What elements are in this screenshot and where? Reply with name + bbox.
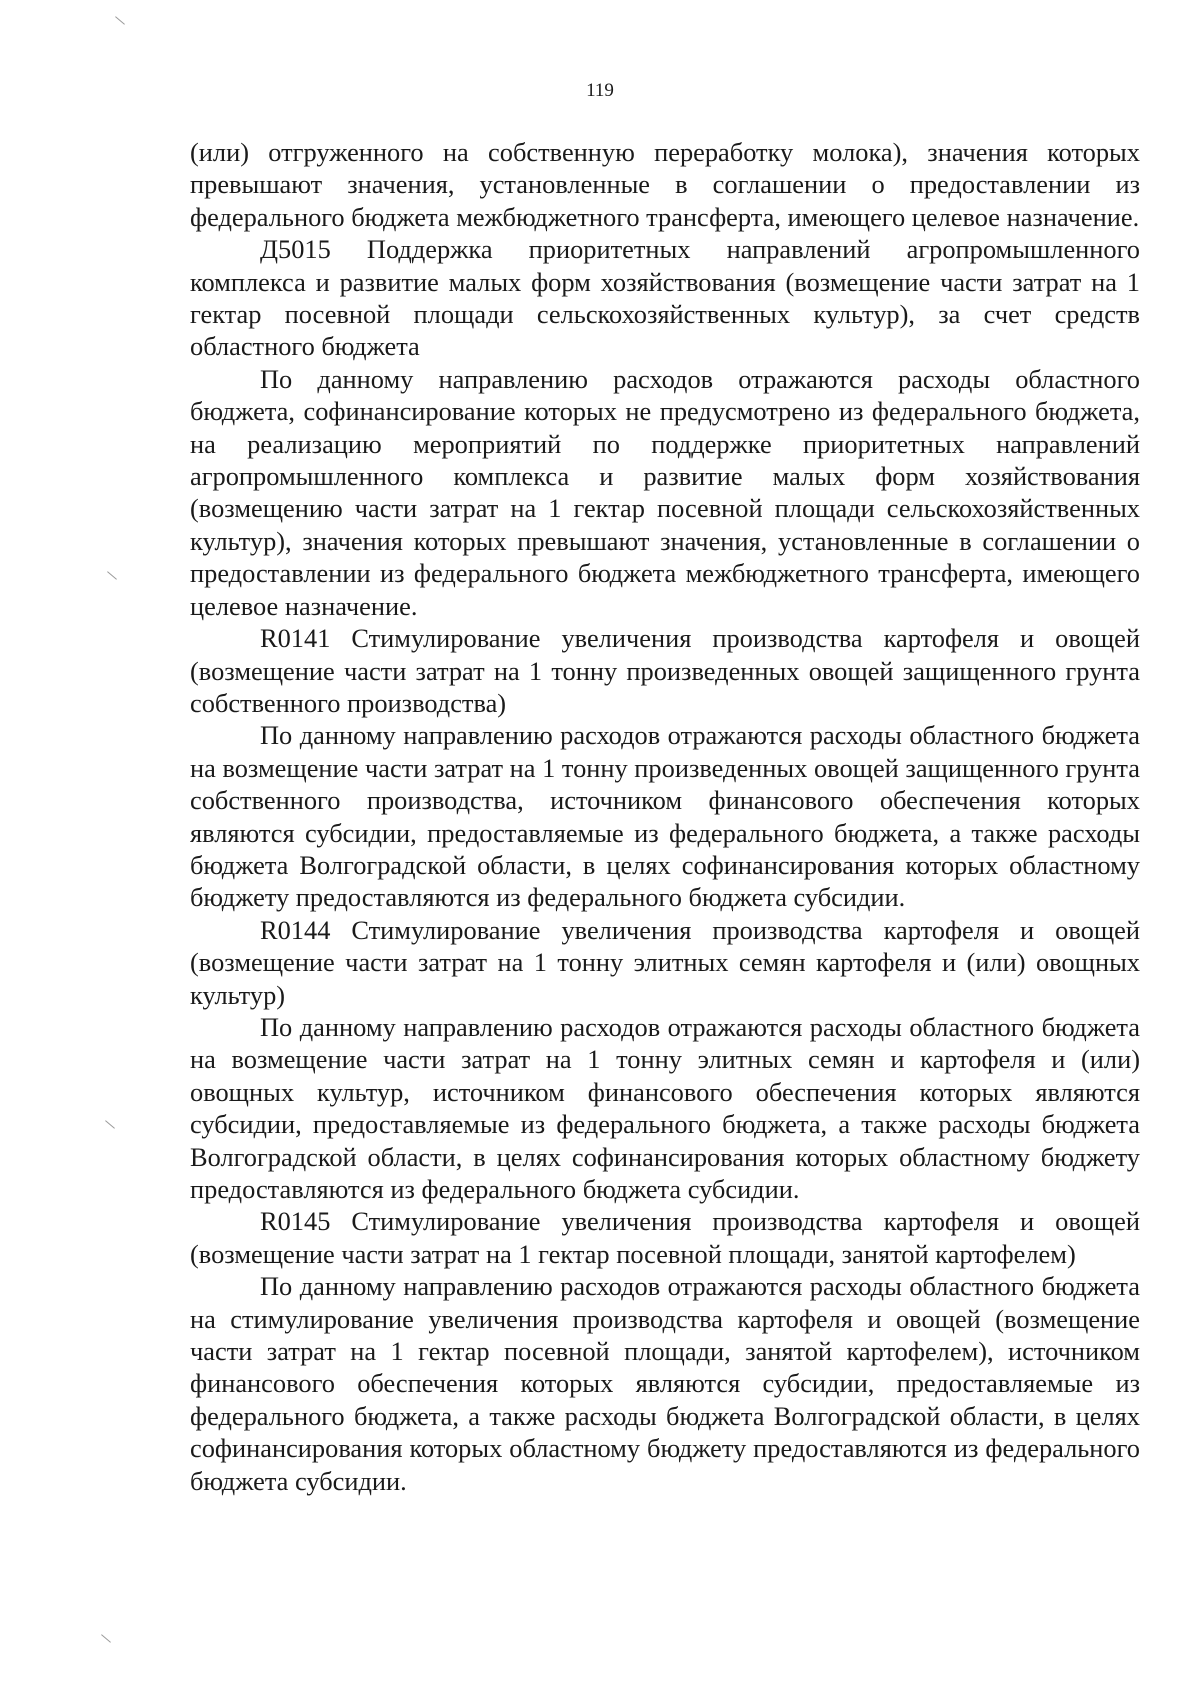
scan-mark xyxy=(101,1634,111,1642)
paragraph-continuation: (или) отгруженного на собственную переработку молока), значения которых превышают значения, установленные в соглашении о предоставлении из федерального бюджета межбюджетного трансферта, имеющего целевое назначение. xyxy=(190,137,1140,232)
page-number: 119 xyxy=(586,80,614,101)
section-heading-r0141: R0141 Стимулирование увеличения производства картофеля и овощей (возмещение части затрат на 1 тонну произведенных овощей защищенного грунта собственного производства) xyxy=(190,623,1140,718)
paragraph-d5015-description: По данному направлению расходов отражаются расходы областного бюджета, софинансирование которых не предусмотрено из федерального бюджета, на реализацию мероприятий по поддержке приоритетных направлений агропромышленного комплекса и развитие малых форм хозяйствования (возмещению части затрат на 1 гектар посевной площади сельскохозяйственных культур), значения которых превышают значения, установленные в соглашении о предоставлении из федерального бюджета межбюджетного трансферта, имеющего целевое назначение. xyxy=(190,363,1140,621)
scan-mark xyxy=(115,16,125,24)
scan-mark xyxy=(107,571,117,579)
paragraph-r0144-description: По данному направлению расходов отражаются расходы областного бюджета на возмещение части затрат на 1 тонну элитных семян и картофеля и (или) овощных культур, источником финансового обеспечения которых являются субсидии, предоставляемые из федерального бюджета, а также расходы бюджета Волгоградской области, в целях софинансирования которых областному бюджету предоставляются из федерального бюджета субсидии. xyxy=(190,1011,1140,1204)
section-heading-r0145: R0145 Стимулирование увеличения производства картофеля и овощей (возмещение части затрат на 1 гектар посевной площади, занятой картофелем) xyxy=(190,1206,1140,1269)
section-heading-d5015: Д5015 Поддержка приоритетных направлений агропромышленного комплекса и развитие малых форм хозяйствования (возмещение части затрат на 1 гектар посевной площади сельскохозяйственных культур), за счет средств областного бюджета xyxy=(190,234,1140,362)
scan-mark xyxy=(105,1120,115,1128)
document-body xyxy=(190,136,1140,1497)
paragraph-r0145-description: По данному направлению расходов отражаются расходы областного бюджета на стимулирование увеличения производства картофеля и овощей (возмещение части затрат на 1 гектар посевной площади, занятой картофелем), источником финансового обеспечения которых являются субсидии, предоставляемые из федерального бюджета, а также расходы бюджета Волгоградской области, в целях софинансирования которых областному бюджету предоставляются из федерального бюджета субсидии. xyxy=(190,1271,1140,1496)
paragraph-r0141-description: По данному направлению расходов отражаются расходы областного бюджета на возмещение части затрат на 1 тонну произведенных овощей защищенного грунта собственного производства, источником финансового обеспечения которых являются субсидии, предоставляемые из федерального бюджета, а также расходы бюджета Волгоградской области, в целях софинансирования которых областному бюджету предоставляются из федерального бюджета субсидии. xyxy=(190,720,1140,913)
section-heading-r0144: R0144 Стимулирование увеличения производства картофеля и овощей (возмещение части затрат на 1 тонну элитных семян картофеля и (или) овощных культур) xyxy=(190,914,1140,1010)
